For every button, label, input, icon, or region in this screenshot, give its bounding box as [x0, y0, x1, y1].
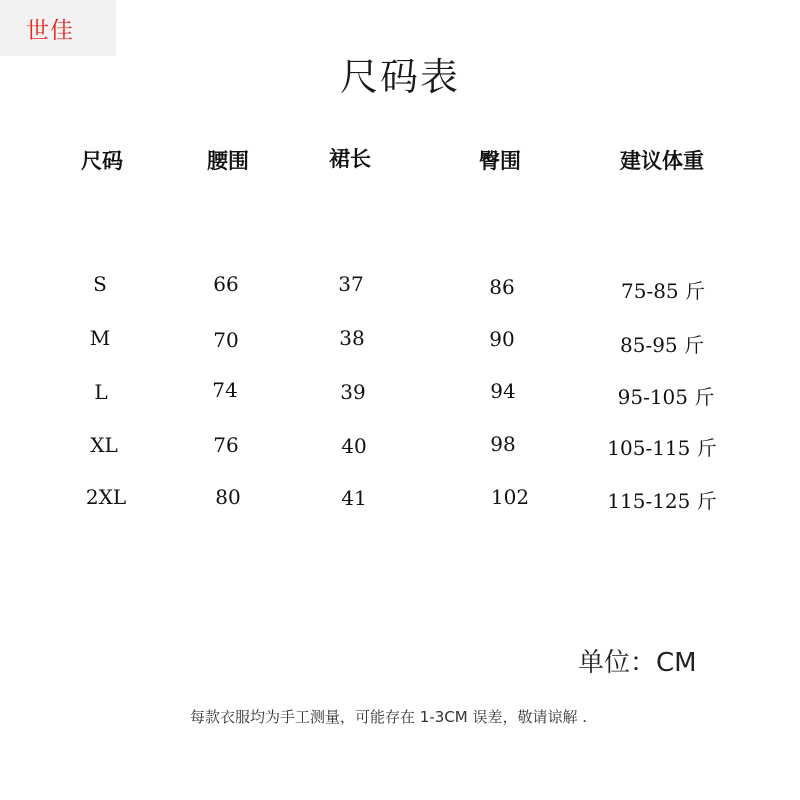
header-weight: 建议体重: [620, 149, 704, 173]
table-cell-waist: 80: [215, 485, 241, 509]
table-cell-waist: 70: [213, 328, 239, 352]
table-cell-weight: 95-105 斤: [617, 385, 715, 409]
table-cell-skirt-length: 38: [339, 326, 365, 350]
table-cell-waist: 76: [213, 433, 239, 457]
brand-text: 世佳: [26, 17, 74, 44]
table-cell-skirt-length: 41: [341, 486, 367, 510]
table-cell-hip: 94: [490, 379, 516, 403]
table-cell-hip: 102: [490, 485, 530, 509]
table-cell-waist: 74: [212, 378, 238, 402]
table-cell-weight: 75-85 斤: [620, 279, 706, 303]
page-title: 尺码表: [339, 55, 460, 99]
table-cell-size: 2XL: [85, 485, 127, 509]
table-cell-hip: 86: [489, 275, 515, 299]
table-cell-waist: 66: [213, 272, 239, 296]
table-cell-weight: 105-115 斤: [607, 436, 717, 460]
table-cell-hip: 98: [490, 432, 516, 456]
header-size: 尺码: [81, 149, 123, 173]
table-cell-weight: 85-95 斤: [619, 333, 705, 357]
table-cell-size: M: [89, 326, 111, 350]
table-cell-size: L: [94, 380, 108, 404]
table-cell-size: S: [93, 272, 107, 296]
header-hip: 臀围: [479, 149, 521, 173]
unit-label: 单位：CM: [578, 648, 697, 678]
table-cell-skirt-length: 40: [341, 434, 367, 458]
header-waist: 腰围: [207, 149, 249, 173]
table-cell-skirt-length: 39: [340, 380, 366, 404]
header-skirt-length: 裙长: [329, 147, 371, 171]
table-cell-weight: 115-125 斤: [607, 489, 717, 513]
table-cell-hip: 90: [489, 327, 515, 351]
measurement-note: 每款衣服均为手工测量，可能存在 1-3CM 误差，敬请谅解 .: [190, 708, 587, 726]
table-cell-size: XL: [90, 433, 118, 457]
table-cell-skirt-length: 37: [338, 272, 364, 296]
